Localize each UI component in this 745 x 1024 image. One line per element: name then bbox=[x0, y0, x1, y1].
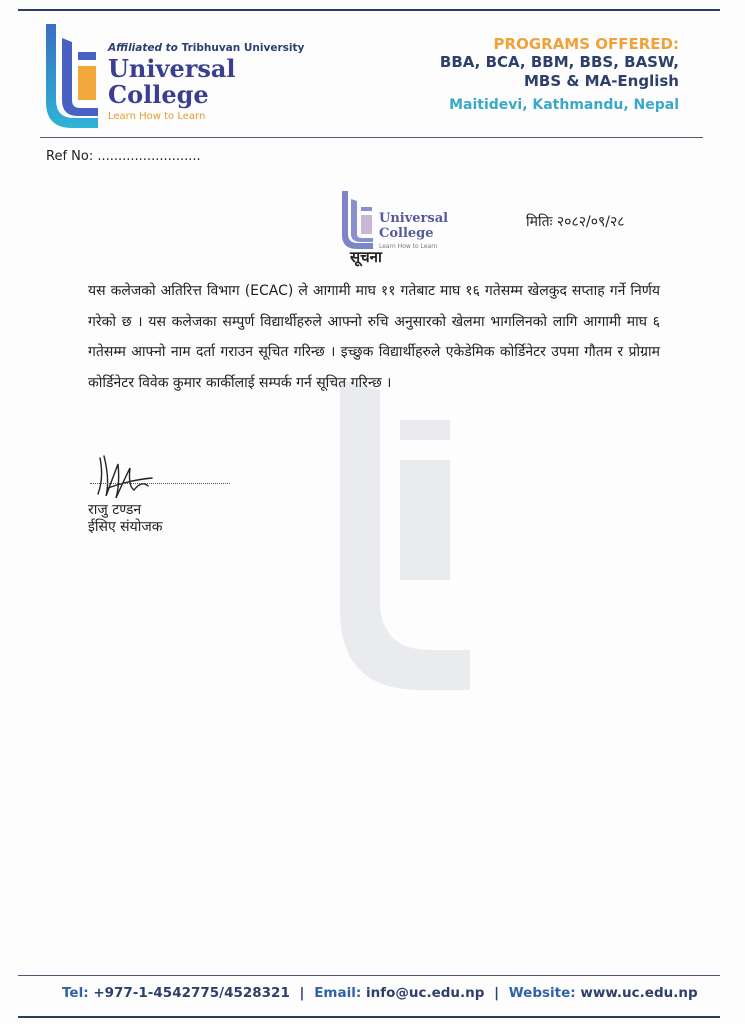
reference-number: Ref No: ......................... bbox=[46, 149, 201, 164]
header-divider bbox=[40, 137, 703, 138]
contact-footer bbox=[62, 985, 698, 1001]
programs-title: PROGRAMS OFFERED: bbox=[493, 35, 679, 53]
footer-divider bbox=[18, 975, 720, 976]
website-value: www.uc.edu.np bbox=[580, 985, 698, 1001]
bottom-border bbox=[18, 1016, 720, 1018]
brand-tagline: Learn How to Learn bbox=[108, 111, 206, 122]
programs-line-1: BBA, BCA, BBM, BBS, BASW, bbox=[439, 53, 679, 71]
small-college-logo-icon bbox=[340, 190, 374, 250]
top-border bbox=[18, 9, 720, 11]
tel-value: +977-1-4542775/4528321 bbox=[93, 985, 290, 1001]
tel-label: Tel: bbox=[62, 985, 89, 1001]
footer-separator: | bbox=[299, 985, 305, 1001]
email-label: Email: bbox=[314, 985, 362, 1001]
website-label: Website: bbox=[508, 985, 576, 1001]
affiliation-text: Affiliated to Tribhuvan University bbox=[108, 42, 305, 54]
signature-line bbox=[90, 483, 230, 484]
watermark-logo-icon bbox=[270, 380, 470, 690]
small-brand-line1: Universal bbox=[379, 211, 449, 226]
small-brand-tagline: Learn How to Learn bbox=[379, 243, 438, 250]
brand-name-line1: Universal bbox=[108, 54, 236, 83]
notice-title: सूचना bbox=[350, 248, 382, 266]
notice-body: यस कलेजको अतिरित्त विभाग (ECAC) ले आगामी माघ ११ गतेबाट माघ १६ गतेसम्म खेलकुद सप्ताह गर्ने निर्णय गरेको छ । यस कलेजका सम्पुर्ण विद्यार्थीहरुले आफ्नो रुचि अनुसारको खेलमा भागलिनको लागि आगामी माघ ६ गतेसम्म आफ्नो नाम दर्ता गराउन सूचित गरिन्छ । इच्छुक विद्यार्थीहरुले एकेडेमिक कोर्डिनेटर उपमा गौतम र प्रोग्राम कोर्डिनेटर विवेक कुमार कार्कीलाई सम्पर्क गर्न सूचित गरिन्छ । bbox=[88, 283, 660, 391]
brand-name-line2: College bbox=[108, 80, 209, 109]
notice-date: मितिः २०८२/०९/२८ bbox=[526, 214, 625, 230]
small-brand-line2: College bbox=[379, 226, 434, 241]
college-logo-icon bbox=[42, 22, 100, 130]
programs-line-2: MBS & MA-English bbox=[523, 72, 679, 90]
signatory-role: ईसिए संयोजक bbox=[88, 519, 163, 535]
email-value: info@uc.edu.np bbox=[365, 985, 485, 1001]
signatory-name: राजु टण्डन bbox=[88, 502, 142, 518]
college-address: Maitidevi, Kathmandu, Nepal bbox=[449, 97, 679, 113]
footer-separator: | bbox=[494, 985, 500, 1001]
